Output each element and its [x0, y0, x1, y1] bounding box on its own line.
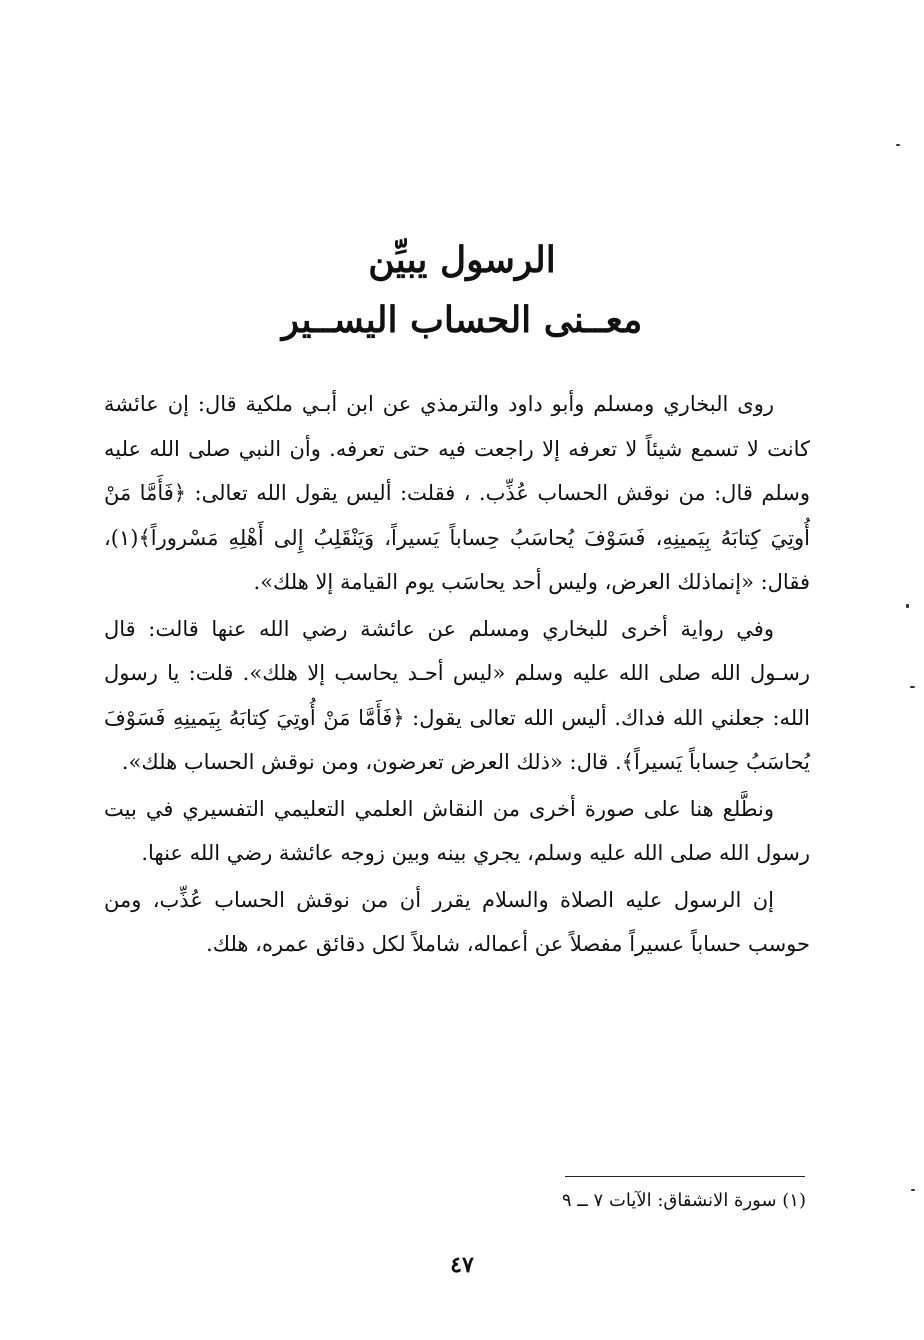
paragraph-3: ونطَّلع هنا على صورة أخرى من النقاش العلمي التعليمي التفسيري في بيت رسول الله صلى الله عليه وسلم، يجري بينه وبين زوجه عائشة رضي الله عنها.	[104, 796, 810, 865]
footnote: (١) سورة الانشقاق: الآيات ٧ ــ ٩	[561, 1190, 806, 1211]
body-text	[104, 382, 810, 967]
scan-speck	[910, 686, 915, 688]
page-number: ٤٧	[450, 1252, 474, 1278]
paragraph-1: روى البخاري ومسلم وأبو داود والترمذي عن ابن أبـي ملكية قال: إن عائشة كانت لا تسمع شيئاً لا تعرفه إلا راجعت فيه حتى تعرفه. وأن النبي صلى الله عليه وسلم قال: من نوقش الحساب عُذِّب. ، فقلت: أليس يقول الله تعالى: ﴿فَأَمَّا مَنْ أُوتِيَ كِتابَهُ بِيَمينِهِ، فَسَوْفَ يُحاسَبُ حِساباً يَسيراً، وَيَنْقَلِبُ إِلى أَهْلِهِ مَسْروراً﴾(١)، فقال: «إنماذلك العرض، وليس أحد يحاسَب يوم القيامة إلا هلك».	[104, 392, 810, 594]
scan-speck	[896, 144, 900, 146]
chapter-title-line-1: الرسول يبيِّن	[368, 239, 556, 281]
footnote-divider	[565, 1176, 805, 1177]
paragraph-4: إن الرسول عليه الصلاة والسلام يقرر أن من نوقش الحساب عُذِّب، ومن حوسب حساباً عسيراً مفصلاً عن أعماله، شاملاً لكل دقائق عمره، هلك.	[104, 887, 810, 956]
scan-speck	[906, 604, 909, 608]
paragraph-2: وفي رواية أخرى للبخاري ومسلم عن عائشة رضي الله عنها قالت: قال رسـول الله صلى الله عليه وسلم «ليس أحـد يحاسب إلا هلك». قلت: يا رسول الله: جعلني الله فداك. أليس الله تعالى يقول: ﴿فَأَمَّا مَنْ أُوتِيَ كِتابَهُ بِيَمينِهِ فَسَوْفَ يُحاسَبُ حِساباً يَسيراً﴾. قال: «ذلك العرض تعرضون، ومن نوقش الحساب هلك».	[104, 616, 810, 774]
chapter-title-line-2: معــنى الحساب اليســير	[281, 299, 643, 341]
scan-speck	[911, 1189, 915, 1191]
